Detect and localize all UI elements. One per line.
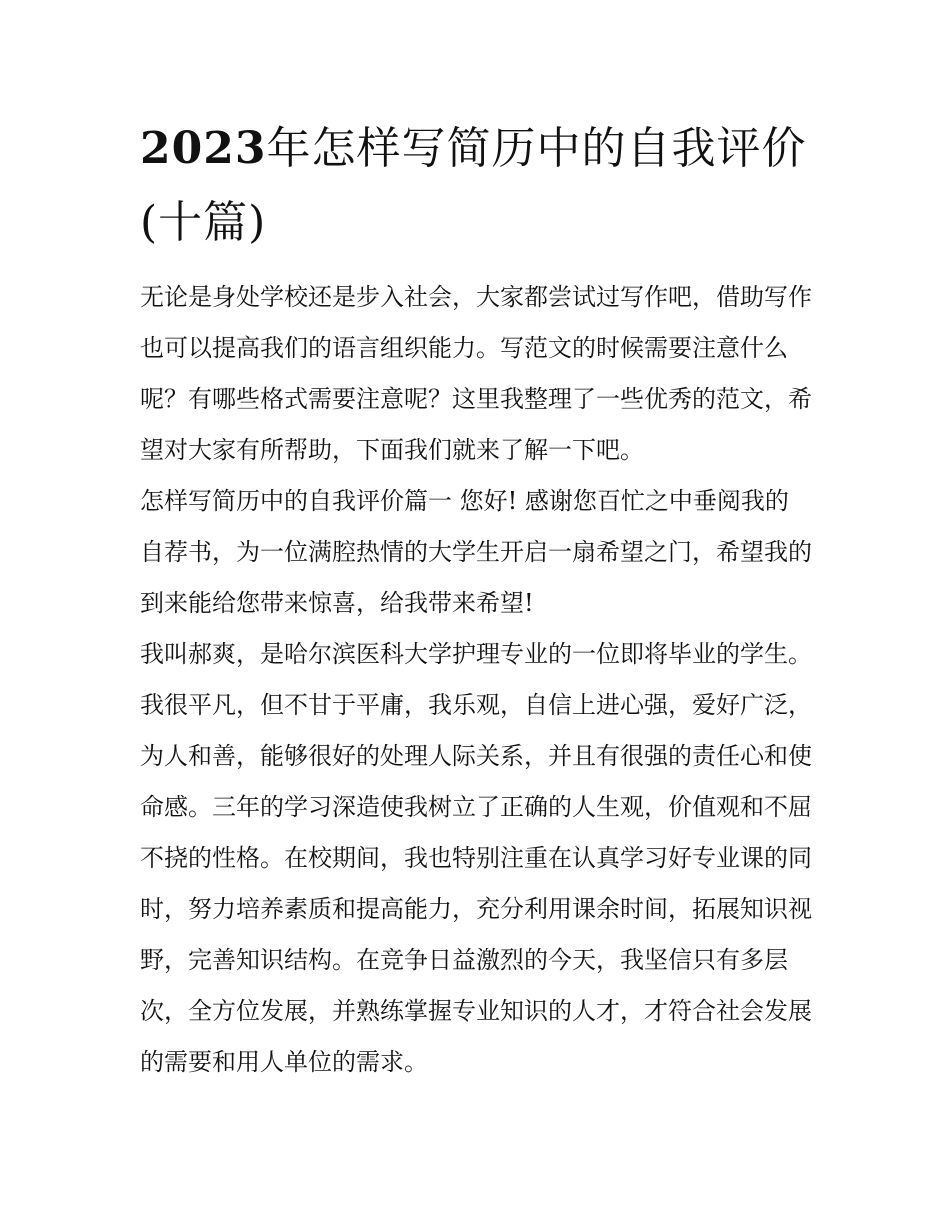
section-one-paragraph: 怎样写简历中的自我评价篇一 您好! 感谢您百忙之中垂阅我的自荐书，为一位满腔热情的大学生开启一扇希望之门，希望我的到来能给您带来惊喜，给我带来希望! bbox=[140, 487, 812, 617]
document-body bbox=[140, 112, 812, 1088]
title-year: 2023 bbox=[140, 123, 267, 174]
self-introduction-paragraph: 我叫郝爽，是哈尔滨医科大学护理专业的一位即将毕业的学生。我很平凡，但不甘于平庸，我乐观，自信上进心强，爱好广泛，为人和善，能够很好的处理人际关系，并且有很强的责任心和使命感。三年的学习深造使我树立了正确的人生观，价值观和不屈不挠的性格。在校期间，我也特别注重在认真学习好专业课的同时，努力培养素质和提高能力，充分利用课余时间，拓展知识视野，完善知识结构。在竞争日益激烈的今天，我坚信只有多层次，全方位发展，并熟练掌握专业知识的人才，才符合社会发展的需要和用人单位的需求。 bbox=[140, 640, 812, 1076]
intro-paragraph: 无论是身处学校还是步入社会，大家都尝试过写作吧，借助写作也可以提高我们的语言组织能力。写范文的时候需要注意什么呢？有哪些格式需要注意呢？这里我整理了一些优秀的范文，希望对大家有所帮助，下面我们就来了解一下吧。 bbox=[140, 283, 812, 464]
document-title bbox=[140, 112, 812, 260]
title-text: 年怎样写简历中的自我评价(十篇) bbox=[140, 123, 807, 248]
